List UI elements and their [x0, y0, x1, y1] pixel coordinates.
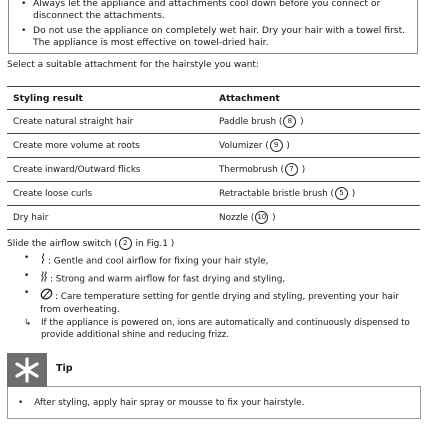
attachment-close: ) [269, 213, 276, 223]
table-header-row [7, 87, 420, 110]
list-item [24, 253, 409, 269]
attachment-name: Volumizer ( [219, 141, 269, 151]
attachment-close: ) [349, 189, 356, 199]
attachment-close: ) [283, 141, 290, 151]
list-item [24, 288, 409, 316]
option-text: : Care temperature setting for gentle drying and styling, preventing your hair from overheating. [40, 291, 399, 315]
attachment-cell [213, 182, 420, 206]
tip-icon [7, 353, 47, 387]
table-row [7, 110, 420, 134]
care-temperature-icon [40, 288, 53, 305]
attachment-name: Thermobrush ( [219, 165, 284, 175]
bullet: • [21, 25, 27, 36]
airflow-switch-instruction [7, 237, 174, 250]
header-styling-result: Styling result [7, 87, 213, 110]
gentle-airflow-icon [40, 253, 46, 269]
number-circle-icon: 5 [335, 187, 348, 200]
warning-text: Always let the appliance and attachments cool down before you connect or disconnect the attachments. [33, 0, 381, 21]
header-attachment: Attachment [213, 87, 420, 110]
tip-box [7, 387, 421, 419]
attachment-name: Retractable bristle brush ( [219, 189, 334, 199]
tip-text: After styling, apply hair spray or mousse to fix your hairstyle. [34, 398, 305, 408]
styling-result-cell: Create inward/Outward flicks [7, 158, 213, 182]
bullet: • [24, 253, 30, 263]
warning-item [21, 0, 409, 22]
attachment-cell [213, 158, 420, 182]
tip-item [18, 398, 304, 408]
option-text: : Gentle and cool airflow for fixing your hair style, [48, 256, 269, 267]
table-row [7, 206, 420, 230]
bullet: • [24, 270, 30, 281]
warning-item [21, 25, 409, 49]
slide-text: Slide the airflow switch ( [7, 239, 118, 249]
table-row [7, 182, 420, 206]
number-circle-icon: 9 [270, 139, 283, 152]
number-circle-icon: 7 [285, 163, 298, 176]
ion-note-text: If the appliance is powered on, ions are automatically and continuously dispensed to provide additional shine and reducing frizz. [41, 318, 410, 340]
strong-airflow-icon [40, 271, 48, 287]
attachment-cell [213, 206, 420, 230]
styling-result-cell: Create more volume at roots [7, 134, 213, 158]
slide-text-end: in Fig.1 ) [132, 239, 175, 249]
attachment-name: Paddle brush ( [219, 117, 283, 127]
attachment-cell [213, 134, 420, 158]
option-text: : Strong and warm airflow for fast drying and styling, [50, 273, 286, 284]
attachment-table [7, 86, 420, 230]
ion-note [24, 318, 414, 341]
intro-text: Select a suitable attachment for the hairstyle you want: [7, 60, 259, 70]
attachment-close: ) [298, 165, 306, 175]
attachment-name: Nozzle ( [219, 213, 255, 223]
styling-result-cell: Create loose curls [7, 182, 213, 206]
airflow-options-list [24, 253, 409, 318]
attachment-close: ) [297, 117, 304, 127]
return-arrow-icon: ↳ [24, 318, 32, 328]
tip-label: Tip [56, 363, 73, 374]
table-row [7, 134, 420, 158]
bullet: • [24, 288, 30, 298]
bullet: • [18, 398, 24, 408]
list-item [24, 271, 409, 287]
styling-result-cell: Dry hair [7, 206, 213, 230]
bullet: • [21, 0, 27, 9]
attachment-cell [213, 110, 420, 134]
warning-text: Do not use the appliance on completely wet hair. Dry your hair with a towel first. The appliance is most effective on towel-dried hair. [33, 25, 406, 48]
number-circle-icon: 2 [119, 237, 132, 250]
table-row [7, 158, 420, 182]
number-circle-icon: 8 [283, 115, 296, 128]
styling-result-cell: Create natural straight hair [7, 110, 213, 134]
number-circle-icon: 10 [255, 211, 268, 224]
warning-box [8, 0, 418, 54]
